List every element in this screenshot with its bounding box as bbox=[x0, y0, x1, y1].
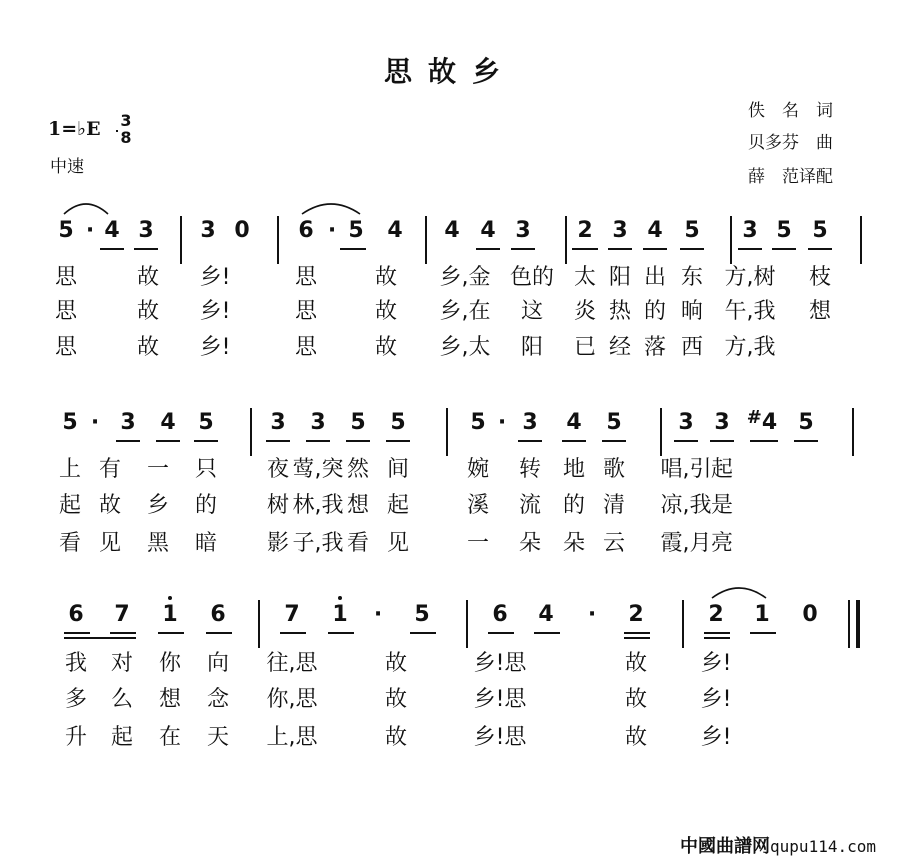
lyric-syllable: 往,思 bbox=[266, 651, 318, 676]
note: 0 bbox=[234, 218, 250, 243]
lyric-syllable: 故 bbox=[374, 335, 398, 360]
tempo-marking: 中速 bbox=[50, 157, 84, 177]
lyric-syllable: 见 bbox=[386, 531, 410, 556]
note: 5 bbox=[606, 410, 622, 435]
note: · bbox=[587, 602, 597, 627]
lyric-syllable: 上 bbox=[58, 457, 82, 482]
beat-underline bbox=[674, 440, 698, 442]
lyric-syllable: 在 bbox=[158, 725, 182, 750]
lyric-syllable: 故 bbox=[384, 687, 408, 712]
note: 5 bbox=[390, 410, 406, 435]
lyric-syllable: 只 bbox=[194, 457, 218, 482]
note: 4 bbox=[566, 410, 582, 435]
bar-line bbox=[660, 408, 662, 456]
credit-translator: 薛 范译配 bbox=[748, 167, 833, 187]
slur-mark bbox=[62, 198, 110, 216]
lyric-syllable: 起 bbox=[386, 493, 410, 518]
lyric-syllable: 故 bbox=[374, 299, 398, 324]
lyric-syllable: 故 bbox=[136, 335, 160, 360]
beat-underline bbox=[643, 248, 667, 250]
bar-line bbox=[250, 408, 252, 456]
beat-underline bbox=[386, 440, 410, 442]
note: · bbox=[373, 602, 383, 627]
beat-underline bbox=[158, 632, 184, 634]
site-watermark bbox=[680, 832, 876, 858]
note: 5 bbox=[348, 218, 364, 243]
note: 6 bbox=[298, 218, 314, 243]
lyric-syllable: 夜 bbox=[266, 457, 290, 482]
lyric-syllable: 故 bbox=[624, 687, 648, 712]
lyric-syllable: 晌 bbox=[680, 299, 704, 324]
bar-line bbox=[258, 600, 260, 648]
lyric-syllable: 乡!思 bbox=[473, 651, 527, 676]
beat-underline bbox=[280, 632, 306, 634]
lyric-syllable: 看 bbox=[58, 531, 82, 556]
lyric-syllable: 朵 bbox=[518, 531, 542, 556]
bar-line bbox=[180, 216, 182, 264]
bar-line bbox=[730, 216, 732, 264]
lyric-syllable: 太 bbox=[573, 265, 597, 290]
beat-underline bbox=[572, 248, 598, 250]
note: 1 bbox=[162, 602, 178, 627]
lyric-syllable: 看 bbox=[346, 531, 370, 556]
note: 3 bbox=[200, 218, 216, 243]
lyric-syllable: 的 bbox=[562, 493, 586, 518]
note: 5 bbox=[414, 602, 430, 627]
note: 5 bbox=[62, 410, 78, 435]
beat-underline bbox=[306, 440, 330, 442]
lyric-syllable: 见 bbox=[98, 531, 122, 556]
lyric-syllable: 亮 bbox=[710, 531, 734, 556]
lyric-syllable: 午,我 bbox=[724, 299, 776, 324]
lyric-syllable: 婉 bbox=[466, 457, 490, 482]
lyric-syllable: 然 bbox=[346, 457, 370, 482]
beat-underline bbox=[206, 632, 232, 634]
lyric-syllable: 流 bbox=[518, 493, 542, 518]
lyric-syllable: 地 bbox=[562, 457, 586, 482]
note: 2 bbox=[577, 218, 593, 243]
lyric-syllable: 色的 bbox=[509, 265, 555, 290]
lyric-syllable: 乡,在 bbox=[439, 299, 491, 324]
lyric-syllable: 子,我 bbox=[292, 531, 344, 556]
key-signature: 1=♭E bbox=[48, 118, 101, 140]
beat-underline-2 bbox=[624, 637, 650, 639]
lyric-syllable: 方,树 bbox=[724, 265, 776, 290]
lyric-syllable: 故 bbox=[374, 265, 398, 290]
beat-underline bbox=[116, 440, 140, 442]
lyric-syllable: 你 bbox=[158, 651, 182, 676]
lyric-syllable: 霞,月 bbox=[660, 531, 712, 556]
lyric-syllable: 的 bbox=[643, 299, 667, 324]
lyric-syllable: 多 bbox=[64, 687, 88, 712]
note: 3 bbox=[515, 218, 531, 243]
lyric-syllable: 有 bbox=[98, 457, 122, 482]
lyric-syllable: 唱,引 bbox=[660, 457, 712, 482]
note: #4 bbox=[746, 407, 778, 435]
note: 3 bbox=[714, 410, 730, 435]
note: 3 bbox=[120, 410, 136, 435]
lyric-syllable: 思 bbox=[54, 265, 78, 290]
lyric-syllable: 暗 bbox=[194, 531, 218, 556]
bar-line bbox=[466, 600, 468, 648]
beat-underline bbox=[100, 248, 124, 250]
bar-line bbox=[848, 600, 850, 648]
lyric-syllable: 已 bbox=[573, 335, 597, 360]
lyric-syllable: 乡 bbox=[146, 493, 170, 518]
note: 3 bbox=[138, 218, 154, 243]
beat-underline-2 bbox=[704, 637, 730, 639]
note: 3 bbox=[310, 410, 326, 435]
lyric-syllable: 乡!思 bbox=[473, 725, 527, 750]
song-title: 思故乡 bbox=[383, 55, 516, 88]
lyric-syllable: 乡,金 bbox=[439, 265, 491, 290]
lyric-syllable: 落 bbox=[643, 335, 667, 360]
lyric-syllable: 朵 bbox=[562, 531, 586, 556]
note: 4 bbox=[480, 218, 496, 243]
bar-line bbox=[446, 408, 448, 456]
beat-underline bbox=[704, 632, 730, 634]
lyric-syllable: 经 bbox=[608, 335, 632, 360]
lyric-syllable: 乡! bbox=[700, 651, 732, 676]
lyric-syllable: 天 bbox=[206, 725, 230, 750]
lyric-syllable: 想 bbox=[808, 299, 832, 324]
lyric-syllable: 起 bbox=[110, 725, 134, 750]
bar-line bbox=[565, 216, 567, 264]
lyric-syllable: 思 bbox=[294, 265, 318, 290]
note: 4 bbox=[538, 602, 554, 627]
beat-underline bbox=[750, 632, 776, 634]
lyric-syllable: 念 bbox=[206, 687, 230, 712]
lyric-syllable: 西 bbox=[680, 335, 704, 360]
lyric-syllable: 云 bbox=[602, 531, 626, 556]
bar-line bbox=[860, 216, 862, 264]
beat-underline bbox=[134, 248, 158, 250]
note: 6 bbox=[210, 602, 226, 627]
beat-underline bbox=[772, 248, 796, 250]
bar-line bbox=[277, 216, 279, 264]
lyric-syllable: 乡! bbox=[199, 335, 231, 360]
note: 4 bbox=[444, 218, 460, 243]
lyric-syllable: 的 bbox=[194, 493, 218, 518]
lyric-syllable: 影 bbox=[266, 531, 290, 556]
note: 1 bbox=[754, 602, 770, 627]
beat-underline bbox=[194, 440, 218, 442]
meter-divider bbox=[116, 130, 118, 132]
beat-underline bbox=[410, 632, 436, 634]
lyric-syllable: 故 bbox=[384, 725, 408, 750]
lyric-syllable: 乡! bbox=[700, 725, 732, 750]
lyric-syllable: 故 bbox=[384, 651, 408, 676]
note: 6 bbox=[492, 602, 508, 627]
note: 0 bbox=[802, 602, 818, 627]
beat-underline bbox=[710, 440, 734, 442]
lyric-syllable: 这 bbox=[520, 299, 544, 324]
lyric-syllable: 思 bbox=[54, 299, 78, 324]
lyric-syllable: 故 bbox=[136, 299, 160, 324]
beat-underline-2 bbox=[64, 637, 136, 639]
bar-line bbox=[682, 600, 684, 648]
note: 7 bbox=[114, 602, 130, 627]
note: 6 bbox=[68, 602, 84, 627]
note: 3 bbox=[742, 218, 758, 243]
sharp-icon: # bbox=[746, 407, 762, 428]
note: 4 bbox=[160, 410, 176, 435]
beat-underline bbox=[750, 440, 778, 442]
lyric-syllable: 对 bbox=[110, 651, 134, 676]
lyric-syllable: 思 bbox=[294, 299, 318, 324]
beat-underline bbox=[110, 632, 136, 634]
lyric-syllable: 乡! bbox=[199, 265, 231, 290]
beat-underline bbox=[340, 248, 366, 250]
beat-underline bbox=[624, 632, 650, 634]
lyric-syllable: 转 bbox=[518, 457, 542, 482]
note: 5 bbox=[58, 218, 74, 243]
note: 3 bbox=[270, 410, 286, 435]
note: 1 bbox=[332, 602, 348, 627]
note: 5 bbox=[470, 410, 486, 435]
note: 2 bbox=[628, 602, 644, 627]
note: · bbox=[497, 410, 507, 435]
lyric-syllable: 上,思 bbox=[266, 725, 318, 750]
lyric-syllable: 思 bbox=[294, 335, 318, 360]
lyric-syllable: 歌 bbox=[602, 457, 626, 482]
beat-underline bbox=[266, 440, 290, 442]
credit-lyricist: 佚 名 词 bbox=[748, 101, 833, 121]
lyric-syllable: 方,我 bbox=[724, 335, 776, 360]
note: 4 bbox=[387, 218, 403, 243]
beat-underline bbox=[608, 248, 632, 250]
beat-underline bbox=[794, 440, 818, 442]
lyric-syllable: 间 bbox=[386, 457, 410, 482]
lyric-syllable: 思 bbox=[54, 335, 78, 360]
note: 5 bbox=[812, 218, 828, 243]
bar-line bbox=[852, 408, 854, 456]
note: 3 bbox=[612, 218, 628, 243]
note: 4 bbox=[104, 218, 120, 243]
beat-underline bbox=[680, 248, 704, 250]
note: 5 bbox=[684, 218, 700, 243]
lyric-syllable: 炎 bbox=[573, 299, 597, 324]
lyric-syllable: 故 bbox=[624, 725, 648, 750]
lyric-syllable: 清 bbox=[602, 493, 626, 518]
lyric-syllable: 故 bbox=[136, 265, 160, 290]
lyric-syllable: 溪 bbox=[466, 493, 490, 518]
note: · bbox=[327, 218, 337, 243]
meter-top: 3 bbox=[120, 111, 132, 130]
beat-underline bbox=[64, 632, 90, 634]
beat-underline bbox=[602, 440, 626, 442]
lyric-syllable: 起 bbox=[710, 457, 734, 482]
lyric-syllable: 故 bbox=[98, 493, 122, 518]
beat-underline bbox=[328, 632, 354, 634]
lyric-syllable: 树 bbox=[266, 493, 290, 518]
watermark-name: 中國曲譜网 bbox=[680, 836, 771, 857]
beat-underline bbox=[562, 440, 586, 442]
note: 5 bbox=[798, 410, 814, 435]
note: · bbox=[90, 410, 100, 435]
beat-underline bbox=[511, 248, 535, 250]
note: 3 bbox=[678, 410, 694, 435]
lyric-syllable: 升 bbox=[64, 725, 88, 750]
slur-mark bbox=[300, 198, 362, 216]
bar-line bbox=[425, 216, 427, 264]
credit-composer: 贝多芬 曲 bbox=[748, 133, 833, 153]
lyric-syllable: 林,我 bbox=[292, 493, 344, 518]
note: 3 bbox=[522, 410, 538, 435]
beat-underline bbox=[488, 632, 514, 634]
bar-line bbox=[856, 600, 860, 648]
note: 5 bbox=[776, 218, 792, 243]
lyric-syllable: 乡,太 bbox=[439, 335, 491, 360]
octave-dot bbox=[338, 596, 342, 600]
beat-underline bbox=[156, 440, 180, 442]
lyric-syllable: 阳 bbox=[520, 335, 544, 360]
note: 2 bbox=[708, 602, 724, 627]
lyric-syllable: 阳 bbox=[608, 265, 632, 290]
lyric-syllable: 东 bbox=[680, 265, 704, 290]
lyric-syllable: 想 bbox=[158, 687, 182, 712]
beat-underline bbox=[534, 632, 560, 634]
meter-bottom: 8 bbox=[120, 128, 132, 147]
lyric-syllable: 起 bbox=[58, 493, 82, 518]
slur-mark bbox=[710, 582, 768, 600]
beat-underline bbox=[738, 248, 762, 250]
octave-dot bbox=[168, 596, 172, 600]
lyric-syllable: 一 bbox=[146, 457, 170, 482]
note: 7 bbox=[284, 602, 300, 627]
lyric-syllable: 我 bbox=[64, 651, 88, 676]
lyric-syllable: 莺,突 bbox=[292, 457, 344, 482]
note: 5 bbox=[198, 410, 214, 435]
lyric-syllable: 乡! bbox=[199, 299, 231, 324]
watermark-url: qupu114.com bbox=[770, 837, 876, 856]
beat-underline bbox=[346, 440, 370, 442]
note: · bbox=[85, 218, 95, 243]
beat-underline bbox=[476, 248, 500, 250]
lyric-syllable: 黑 bbox=[146, 531, 170, 556]
lyric-syllable: 是 bbox=[710, 493, 734, 518]
note: 5 bbox=[350, 410, 366, 435]
lyric-syllable: 向 bbox=[206, 651, 230, 676]
beat-underline bbox=[518, 440, 542, 442]
lyric-syllable: 枝 bbox=[808, 265, 832, 290]
lyric-syllable: 一 bbox=[466, 531, 490, 556]
lyric-syllable: 乡! bbox=[700, 687, 732, 712]
lyric-syllable: 热 bbox=[608, 299, 632, 324]
lyric-syllable: 你,思 bbox=[266, 687, 318, 712]
lyric-syllable: 故 bbox=[624, 651, 648, 676]
lyric-syllable: 么 bbox=[110, 687, 134, 712]
time-signature bbox=[116, 112, 136, 146]
lyric-syllable: 想 bbox=[346, 493, 370, 518]
beat-underline bbox=[808, 248, 832, 250]
lyric-syllable: 乡!思 bbox=[473, 687, 527, 712]
lyric-syllable: 出 bbox=[643, 265, 667, 290]
note: 4 bbox=[647, 218, 663, 243]
lyric-syllable: 凉,我 bbox=[660, 493, 712, 518]
